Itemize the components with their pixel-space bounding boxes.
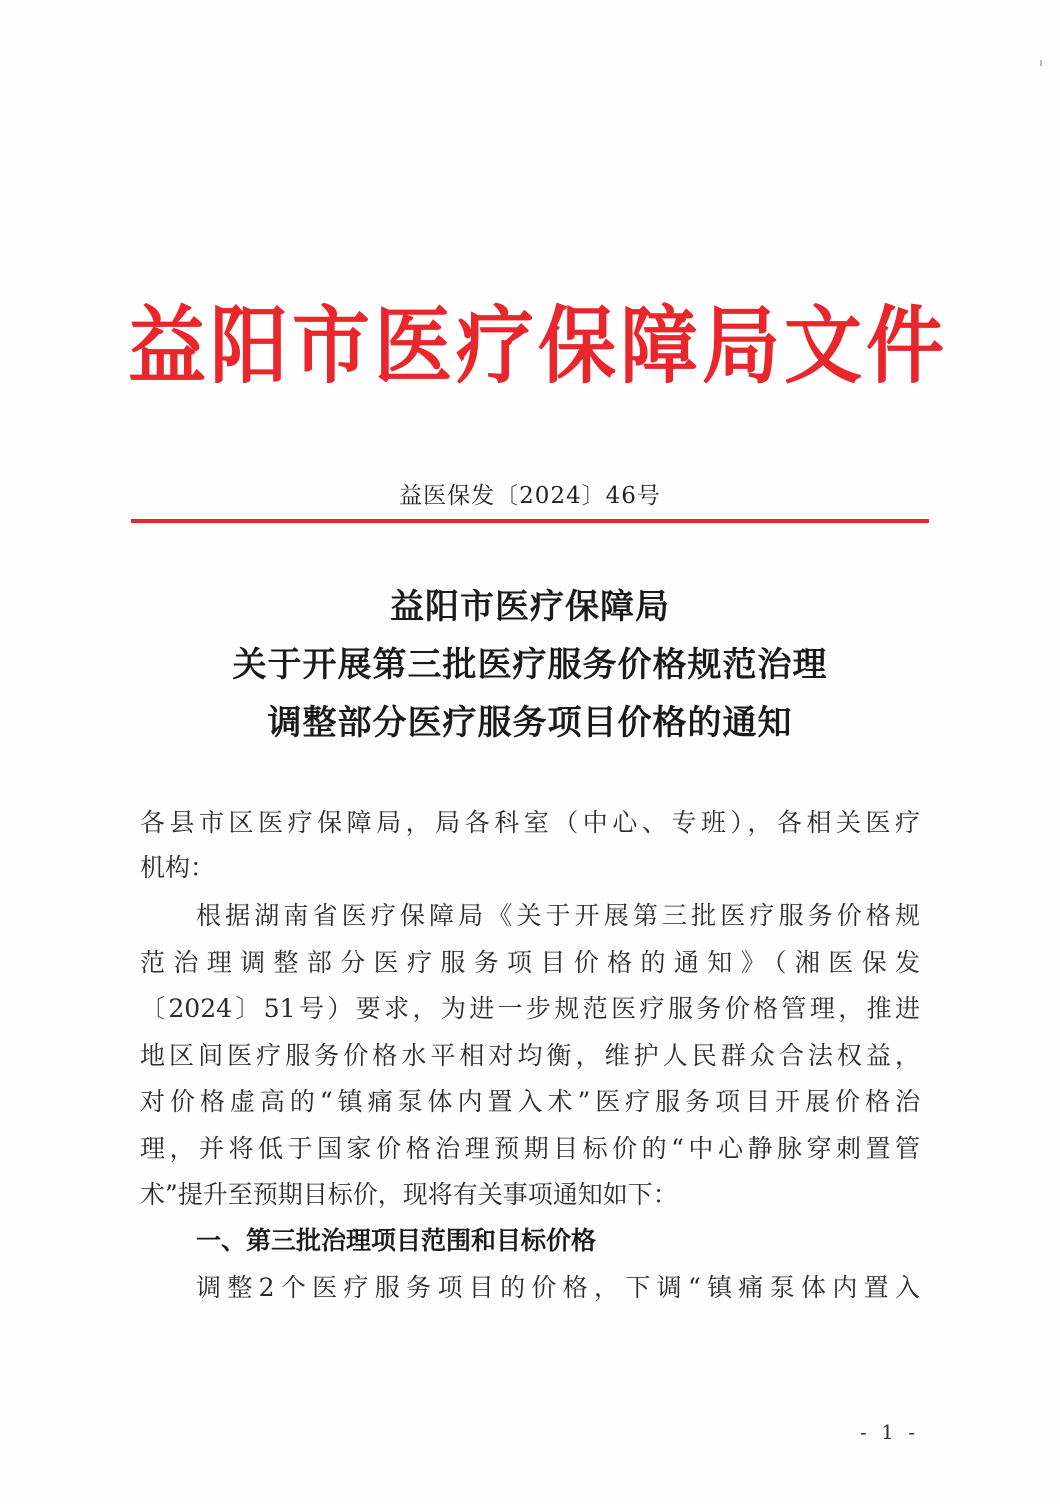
section-1-heading: 一、第三批治理项目范围和目标价格: [196, 1226, 597, 1255]
red-divider-line: [131, 519, 929, 523]
title-line-2: 关于开展第三批医疗服务价格规范治理: [232, 645, 828, 685]
page-number: - 1 -: [860, 1420, 919, 1444]
paragraph-1-line-7: 术”提升至预期目标价，现将有关事项通知如下：: [140, 1180, 678, 1209]
paragraph-1-line-6: 理，并将低于国家价格治理预期目标价的“中心静脉穿刺置管: [140, 1134, 920, 1163]
title-line-3: 调整部分医疗服务项目价格的通知: [267, 703, 793, 743]
title-line-1: 益阳市医疗保障局: [390, 587, 670, 627]
scan-mark: [1040, 60, 1042, 66]
paragraph-1-line-2: 范治理调整部分医疗服务项目价格的通知》（湘医保发: [140, 948, 920, 977]
paragraph-1-line-1: 根据湖南省医疗保障局《关于开展第三批医疗服务价格规: [196, 901, 920, 930]
paragraph-2-line-1: 调整2个医疗服务项目的价格，下调“镇痛泵体内置入: [196, 1273, 920, 1302]
addressee-line-2: 机构：: [140, 853, 216, 882]
masthead-title: 益阳市医疗保障局文件: [128, 297, 949, 396]
addressee-line-1: 各县市区医疗保障局，局各科室（中心、专班），各相关医疗: [140, 808, 920, 837]
notice-title: [0, 578, 1060, 752]
paragraph-1-line-5: 对价格虚高的“镇痛泵体内置入术”医疗服务项目开展价格治: [140, 1087, 920, 1116]
paragraph-1-line-3: 〔2024〕51号）要求，为进一步规范医疗服务价格管理，推进: [140, 994, 920, 1023]
document-number: 益医保发〔2024〕46号: [399, 483, 661, 509]
paragraph-1-line-4: 地区间医疗服务价格水平相对均衡，维护人民群众合法权益，: [140, 1041, 920, 1070]
